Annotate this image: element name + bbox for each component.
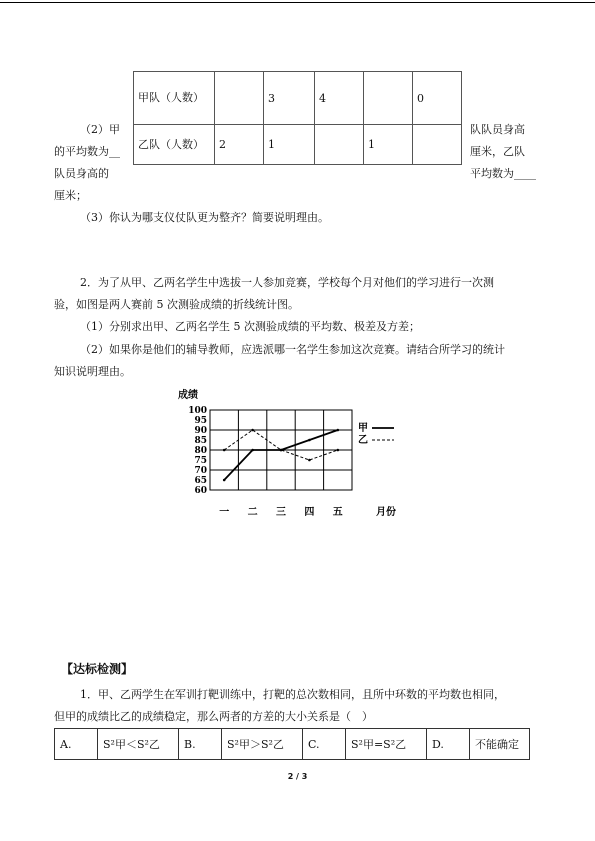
section-title: 【达标检测】	[61, 662, 134, 676]
data-point	[223, 449, 226, 452]
option-c-label[interactable]: C.	[303, 729, 346, 760]
option-d-label[interactable]: D.	[427, 729, 470, 760]
q2-right-line: 队队员身高	[470, 123, 525, 136]
q2-right-line: 平均数为____	[470, 167, 536, 180]
q2-right-line: 厘米，乙队	[470, 145, 525, 158]
option-d-text[interactable]: 不能确定	[470, 729, 530, 760]
question-3: （3）你认为哪支仪仗队更为整齐？简要说明理由。	[80, 211, 329, 224]
y-tick-label: 85	[194, 436, 207, 446]
data-point	[280, 449, 283, 452]
y-tick-label: 75	[194, 456, 207, 466]
option-c-text[interactable]: S²甲=S²乙	[346, 729, 427, 760]
data-point	[251, 449, 254, 452]
option-a-label[interactable]: A.	[55, 729, 98, 760]
q2-left-line: 队员身高的	[54, 167, 109, 180]
table-cell: 2	[215, 125, 264, 165]
y-tick-label: 60	[194, 486, 207, 496]
y-tick-label: 70	[194, 466, 207, 476]
q2-left-line: （2）甲	[80, 123, 120, 136]
q2-left-text	[54, 119, 132, 207]
x-tick-label: 三	[276, 507, 286, 518]
x-tick-label: 一	[219, 507, 230, 518]
x-axis-label: 月份	[376, 507, 396, 518]
data-point	[251, 429, 254, 432]
y-tick-label: 100	[188, 406, 207, 416]
table-row-label: 甲队（人数）	[134, 72, 215, 125]
legend-label: 乙	[358, 435, 368, 446]
problem2-sub2a: （2）如果你是他们的辅导教师，应选派哪一名学生参加这次竞赛。请结合所学习的统计	[80, 343, 505, 356]
data-point	[337, 449, 340, 452]
table-cell: 1	[364, 125, 413, 165]
table-cell	[413, 125, 462, 165]
option-a-text[interactable]: S²甲＜S²乙	[98, 729, 179, 760]
table-cell: 1	[264, 125, 315, 165]
page-number: 2 / 3	[287, 772, 308, 781]
option-b-text[interactable]: S²甲＞S²乙	[222, 729, 303, 760]
data-point	[223, 479, 226, 482]
y-tick-label: 65	[194, 476, 207, 486]
score-line-chart	[170, 382, 400, 522]
q2-left-line: 厘米；	[54, 189, 87, 202]
problem2-line2: 验，如图是两人赛前 5 次测验成绩的折线统计图。	[54, 298, 299, 311]
table-cell: 4	[315, 72, 364, 125]
table-cell: 0	[413, 72, 462, 125]
table-cell: 3	[264, 72, 315, 125]
y-tick-label: 90	[194, 426, 207, 436]
data-point	[308, 459, 311, 462]
problem2-line1: 2．为了从甲、乙两名学生中选拔一人参加竞赛，学校每个月对他们的学习进行一次测	[80, 276, 494, 289]
data-point	[337, 429, 340, 432]
x-tick-label: 五	[332, 507, 343, 518]
y-tick-label: 80	[194, 446, 207, 456]
height-frequency-table	[133, 71, 462, 165]
x-tick-label: 四	[304, 507, 315, 518]
table-row-label: 乙队（人数）	[134, 125, 215, 165]
table-cell	[215, 72, 264, 125]
option-b-label[interactable]: B.	[179, 729, 222, 760]
table-cell	[315, 125, 364, 165]
problem2-sub2b: 知识说明理由。	[54, 365, 131, 378]
options-table	[54, 728, 530, 760]
data-point	[308, 439, 311, 442]
exercise1-line2: 但甲的成绩比乙的成绩稳定，那么两者的方差的大小关系是（ ）	[54, 710, 373, 723]
exercise1-line1: 1．甲、乙两学生在军训打靶训练中，打靶的总次数相同，且所中环数的平均数也相同，	[80, 688, 505, 701]
top-rule	[0, 2, 595, 3]
series-line-2	[224, 430, 338, 460]
x-tick-label: 二	[247, 507, 258, 518]
y-axis-label: 成绩	[178, 390, 198, 401]
table-cell	[364, 72, 413, 125]
problem2-sub1: （1）分别求出甲、乙两名学生 5 次测验成绩的平均数、极差及方差；	[80, 320, 420, 333]
legend-label: 甲	[358, 423, 368, 434]
q2-left-line: 的平均数为__	[54, 145, 120, 158]
q2-right-text	[470, 119, 536, 185]
y-tick-label: 95	[194, 416, 207, 426]
